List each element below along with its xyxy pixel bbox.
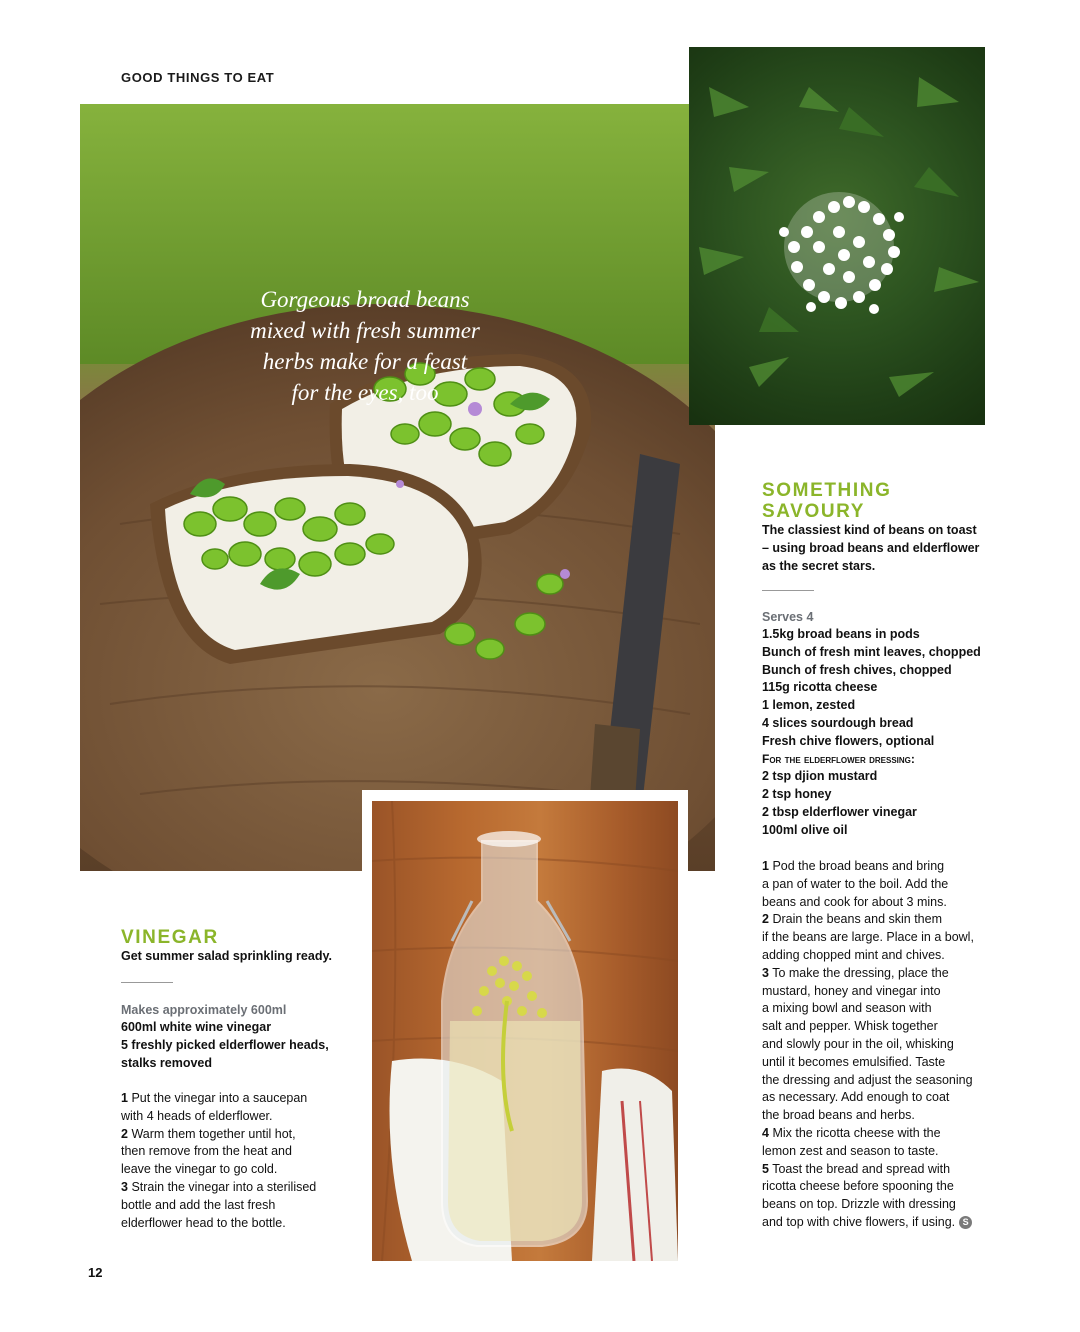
method-line: Drain the beans and skin them	[772, 912, 942, 927]
heading-line: SOMETHING	[762, 480, 892, 501]
broad-beans-toast-photo	[80, 104, 715, 871]
ingredient: 5 freshly picked elderflower heads,	[121, 1037, 329, 1052]
vinegar-intro: Get summer salad sprinkling ready.	[121, 949, 332, 963]
vinegar-heading: VINEGAR	[121, 927, 219, 948]
method-line: and slowly pour in the oil, whisking	[762, 1036, 954, 1051]
method-line: Mix the ricotta cheese with the	[772, 1125, 941, 1140]
method-step	[762, 965, 1002, 983]
savoury-ingredients	[762, 626, 981, 840]
method-line: lemon zest and season to taste.	[762, 1143, 939, 1158]
intro-line: The classiest kind of beans on toast	[762, 523, 977, 537]
method-line: Toast the bread and spread with	[772, 1161, 951, 1176]
method-line: Strain the vinegar into a sterilised	[131, 1179, 317, 1194]
ingredient: 2 tsp honey	[762, 787, 832, 802]
divider	[121, 982, 173, 983]
quote-line: for the eyes, too	[291, 380, 439, 405]
ingredient: stalks removed	[121, 1055, 213, 1070]
photo-quote	[200, 284, 530, 408]
ingredient: Bunch of fresh mint leaves, chopped	[762, 644, 981, 659]
ingredient: 2 tbsp elderflower vinegar	[762, 804, 917, 819]
ingredient: 115g ricotta cheese	[762, 680, 878, 695]
page-number: 12	[88, 1265, 103, 1280]
vinegar-method	[121, 1090, 351, 1232]
section-label: GOOD THINGS TO EAT	[121, 70, 275, 85]
makes-label: Makes approximately 600ml	[121, 1003, 287, 1017]
ingredient: 100ml olive oil	[762, 822, 848, 837]
method-line: bottle and add the last fresh	[121, 1197, 276, 1212]
vinegar-ingredients	[121, 1019, 329, 1072]
method-line: leave the vinegar to go cold.	[121, 1162, 278, 1177]
method-line: a mixing bowl and season with	[762, 1001, 932, 1016]
step-number: 1	[762, 859, 769, 873]
end-mark-icon: S	[959, 1216, 972, 1229]
heading-line: SAVOURY	[762, 501, 866, 522]
quote-line: mixed with fresh summer	[250, 318, 480, 343]
method-step	[762, 1125, 1002, 1143]
method-line: salt and pepper. Whisk together	[762, 1019, 938, 1034]
ingredient: 2 tsp djion mustard	[762, 769, 878, 784]
step-number: 5	[762, 1161, 769, 1176]
savoury-method	[762, 858, 1002, 1232]
method-line: if the beans are large. Place in a bowl,	[762, 930, 974, 945]
method-line: a pan of water to the boil. Add the	[762, 876, 949, 891]
method-line: until it becomes emulsified. Taste	[762, 1054, 946, 1069]
method-line: adding chopped mint and chives.	[762, 947, 945, 962]
elderflower-vinegar-bottle-photo	[372, 801, 678, 1261]
method-line: with 4 heads of elderflower.	[121, 1108, 273, 1123]
method-line: To make the dressing, place the	[772, 965, 949, 980]
ingredient: 1.5kg broad beans in pods	[762, 627, 920, 641]
method-line: beans and cook for about 3 mins.	[762, 894, 947, 909]
method-step	[762, 858, 1002, 876]
ingredient: 1 lemon, zested	[762, 698, 856, 713]
method-line: as necessary. Add enough to coat	[762, 1090, 950, 1105]
method-line: the dressing and adjust the seasoning	[762, 1072, 973, 1087]
method-step	[121, 1126, 351, 1144]
quote-line: herbs make for a feast	[262, 349, 468, 374]
ingredient: Fresh chive flowers, optional	[762, 733, 935, 748]
elderflower-photo	[689, 47, 985, 425]
quote-line: Gorgeous broad beans	[260, 287, 470, 312]
method-line: Put the vinegar into a saucepan	[131, 1091, 308, 1105]
method-line: beans on top. Drizzle with dressing	[762, 1197, 956, 1212]
serves-label: Serves 4	[762, 610, 814, 624]
method-line: Pod the broad beans and bring	[772, 859, 945, 873]
step-number: 4	[762, 1125, 769, 1140]
method-line: ricotta cheese before spooning the	[762, 1179, 954, 1194]
method-line: and top with chive flowers, if using.	[762, 1214, 956, 1229]
step-number: 2	[121, 1126, 128, 1141]
ingredient: 4 slices sourdough bread	[762, 715, 914, 730]
savoury-intro	[762, 521, 979, 575]
intro-line: – using broad beans and elderflower	[762, 541, 980, 555]
ingredient: 600ml white wine vinegar	[121, 1020, 272, 1034]
divider	[762, 590, 814, 591]
step-number: 1	[121, 1091, 128, 1105]
intro-line: as the secret stars.	[762, 559, 876, 573]
method-line: mustard, honey and vinegar into	[762, 983, 941, 998]
method-line: elderflower head to the bottle.	[121, 1215, 286, 1230]
method-step	[121, 1179, 351, 1197]
method-line: then remove from the heat and	[121, 1144, 292, 1159]
method-line: the broad beans and herbs.	[762, 1108, 915, 1123]
savoury-heading	[762, 480, 891, 522]
step-number: 3	[762, 965, 769, 980]
method-step	[762, 911, 1002, 929]
step-number: 2	[762, 912, 769, 927]
ingredient: Bunch of fresh chives, chopped	[762, 662, 952, 677]
step-number: 3	[121, 1179, 128, 1194]
method-step	[762, 1161, 1002, 1179]
method-step	[121, 1090, 351, 1108]
method-line: Warm them together until hot,	[131, 1126, 296, 1141]
dressing-label: For the elderflower dressing:	[762, 751, 915, 766]
